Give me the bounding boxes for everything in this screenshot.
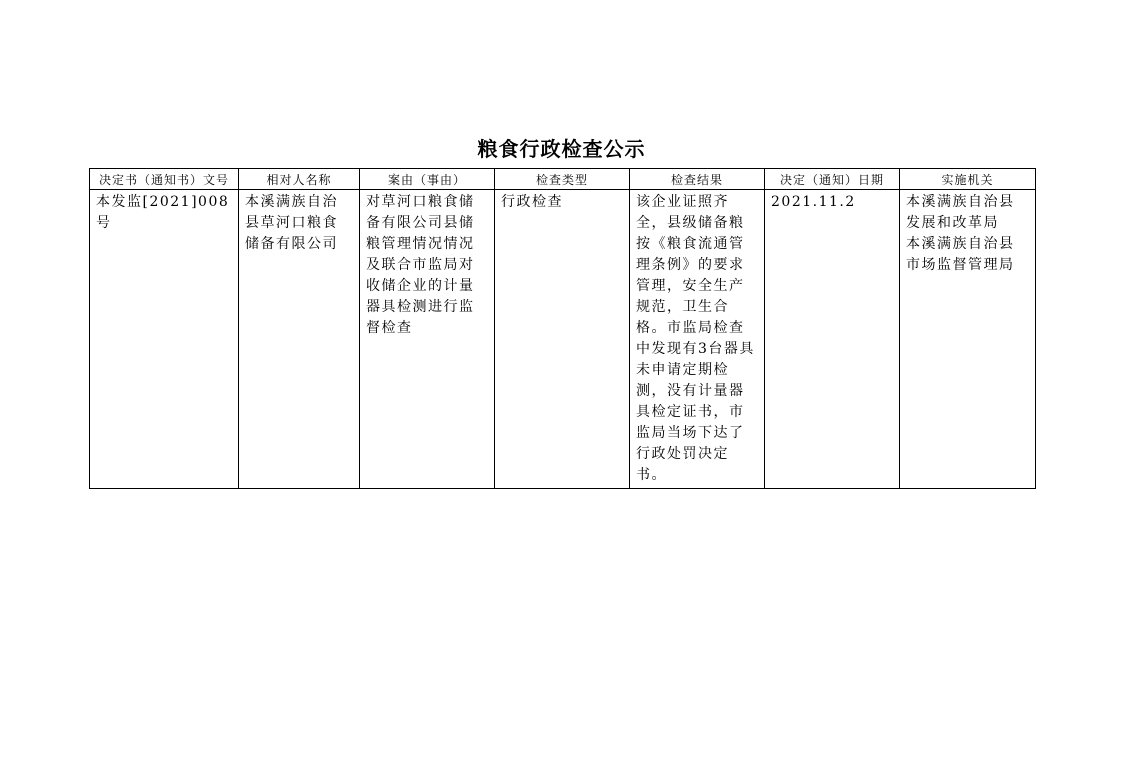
header-check-type: 检查类型 [495, 169, 630, 190]
authority-line-1: 本溪满族自治县发展和改革局 [906, 194, 1015, 231]
cell-authority [900, 190, 1036, 489]
header-doc-number: 决定书（通知书）文号 [90, 169, 239, 190]
cell-result: 该企业证照齐全，县级储备粮按《粮食流通管理条例》的要求管理，安全生产规范，卫生合格。市监局检查中发现有3台器具未申请定期检测，没有计量器具检定证书，市监局当场下达了行政处罚决定书。 [630, 190, 765, 489]
cell-check-type: 行政检查 [495, 190, 630, 489]
table-header-row [90, 169, 1036, 190]
header-cause: 案由（事由） [360, 169, 495, 190]
header-party-name: 相对人名称 [239, 169, 360, 190]
authority-line-2: 本溪满族自治县市场监督管理局 [906, 236, 1015, 273]
cell-party-name: 本溪满族自治县草河口粮食储备有限公司 [239, 190, 360, 489]
inspection-notice-table [89, 168, 1036, 489]
cell-date: 2021.11.2 [765, 190, 900, 489]
table-row [90, 190, 1036, 489]
header-authority: 实施机关 [900, 169, 1036, 190]
cell-doc-number: 本发监[2021]008号 [90, 190, 239, 489]
header-result: 检查结果 [630, 169, 765, 190]
page-title: 粮食行政检查公示 [477, 137, 646, 161]
cell-cause: 对草河口粮食储备有限公司县储粮管理情况情况及联合市监局对收储企业的计量器具检测进行监督检查 [360, 190, 495, 489]
header-date: 决定（通知）日期 [765, 169, 900, 190]
